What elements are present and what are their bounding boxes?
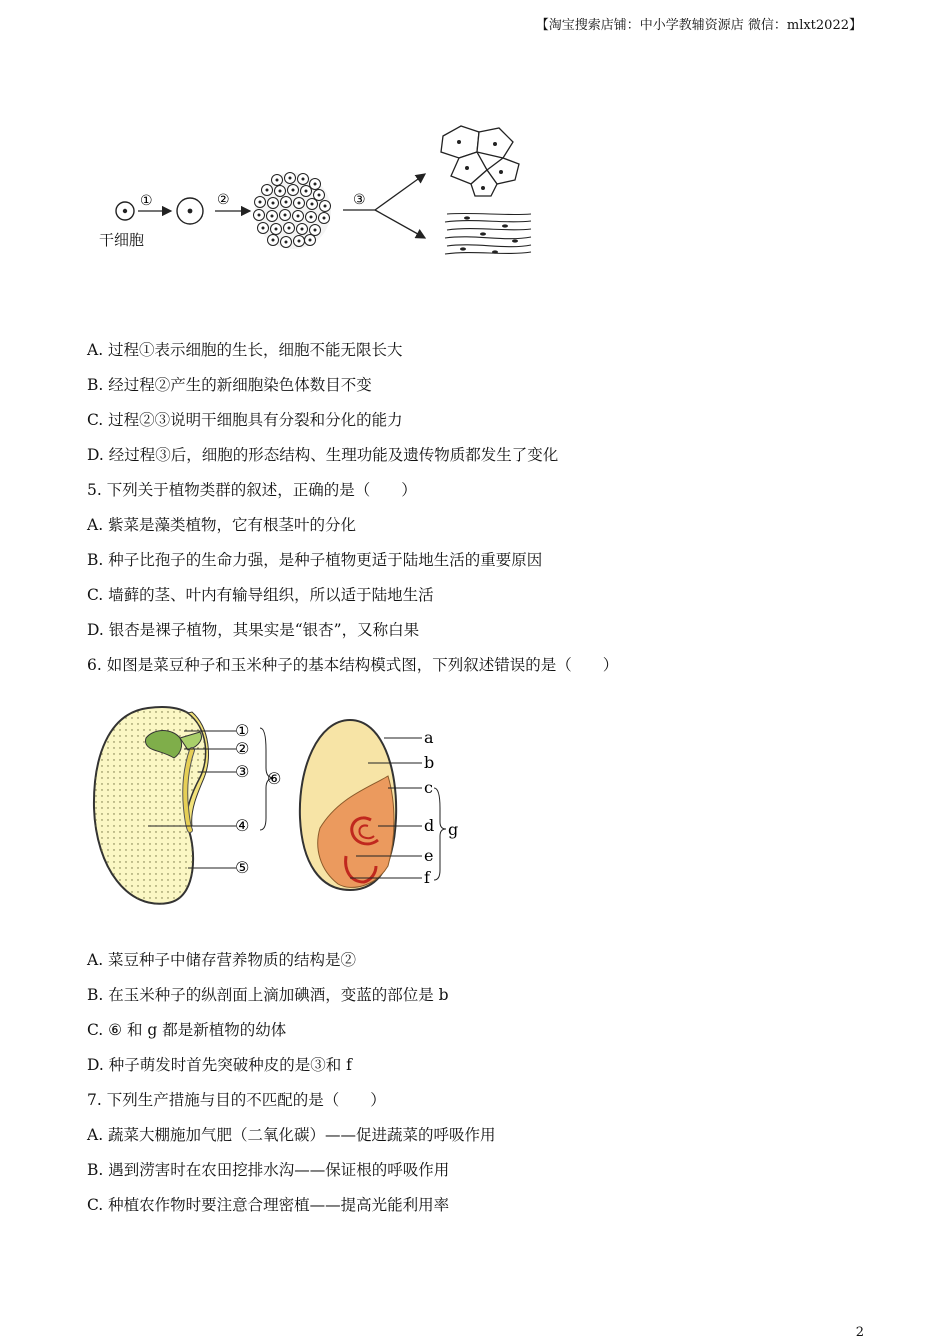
differentiated-cells-top <box>441 126 519 196</box>
corn-label-e: e <box>424 846 434 865</box>
q5-option-a[interactable]: A. 紫菜是藻类植物，它有根茎叶的分化 <box>87 516 357 534</box>
q7-option-a[interactable]: A. 蔬菜大棚施加气肥（二氧化碳）——促进蔬菜的呼吸作用 <box>87 1126 496 1144</box>
bean-label-6: ⑥ <box>267 769 282 788</box>
corn-seed <box>300 720 396 890</box>
corn-label-c: c <box>424 778 433 797</box>
bean-label-2: ② <box>235 739 250 758</box>
bean-label-1: ① <box>235 721 250 740</box>
seed-structure-figure <box>88 698 478 913</box>
step1-label: ① <box>140 193 153 209</box>
header-watermark: 【淘宝搜索店铺：中小学教辅资源店 微信：mlxt2022】 <box>535 18 862 33</box>
bean-label-3: ③ <box>235 762 250 781</box>
q5-option-b[interactable]: B. 种子比孢子的生命力强，是种子植物更适于陆地生活的重要原因 <box>87 551 543 569</box>
step3-label: ③ <box>353 192 366 208</box>
step2-label: ② <box>217 192 230 208</box>
corn-label-d: d <box>424 816 435 835</box>
differentiated-cells-bottom <box>445 213 531 254</box>
q6-option-b[interactable]: B. 在玉米种子的纵剖面上滴加碘酒，变蓝的部位是 b <box>87 986 449 1004</box>
q5-option-c[interactable]: C. 墙藓的茎、叶内有输导组织，所以适于陆地生活 <box>87 586 434 604</box>
page-number: 2 <box>855 1325 864 1340</box>
stem-cell-figure <box>95 118 545 268</box>
corn-label-f: f <box>424 868 430 887</box>
q5-stem: 5. 下列关于植物类群的叙述，正确的是（ ） <box>87 481 417 499</box>
q4-option-d[interactable]: D. 经过程③后，细胞的形态结构、生理功能及遗传物质都发生了变化 <box>87 446 559 464</box>
cell-cluster <box>254 173 332 250</box>
q4-option-c[interactable]: C. 过程②③说明干细胞具有分裂和分化的能力 <box>87 411 403 429</box>
bean-label-4: ④ <box>235 816 250 835</box>
q6-stem: 6. 如图是菜豆种子和玉米种子的基本结构模式图，下列叙述错误的是（ ） <box>87 656 619 674</box>
q5-option-d[interactable]: D. 银杏是裸子植物，其果实是“银杏”，又称白果 <box>87 621 420 639</box>
corn-label-a: a <box>424 728 434 747</box>
stem-cell-label: 干细胞 <box>99 231 145 249</box>
q7-option-c[interactable]: C. 种植农作物时要注意合理密植——提高光能利用率 <box>87 1196 450 1214</box>
bean-seed <box>94 707 209 904</box>
corn-label-g: g <box>448 820 459 839</box>
q6-option-d[interactable]: D. 种子萌发时首先突破种皮的是③和 f <box>87 1056 352 1074</box>
q7-option-b[interactable]: B. 遇到涝害时在农田挖排水沟——保证根的呼吸作用 <box>87 1161 450 1179</box>
corn-label-b: b <box>424 753 435 772</box>
q4-option-a[interactable]: A. 过程①表示细胞的生长，细胞不能无限长大 <box>87 341 403 359</box>
q6-option-a[interactable]: A. 菜豆种子中储存营养物质的结构是② <box>87 951 357 969</box>
q4-option-b[interactable]: B. 经过程②产生的新细胞染色体数目不变 <box>87 376 372 394</box>
q6-option-c[interactable]: C. ⑥ 和 g 都是新植物的幼体 <box>87 1021 287 1039</box>
bean-label-5: ⑤ <box>235 858 250 877</box>
q7-stem: 7. 下列生产措施与目的不匹配的是（ ） <box>87 1091 386 1109</box>
